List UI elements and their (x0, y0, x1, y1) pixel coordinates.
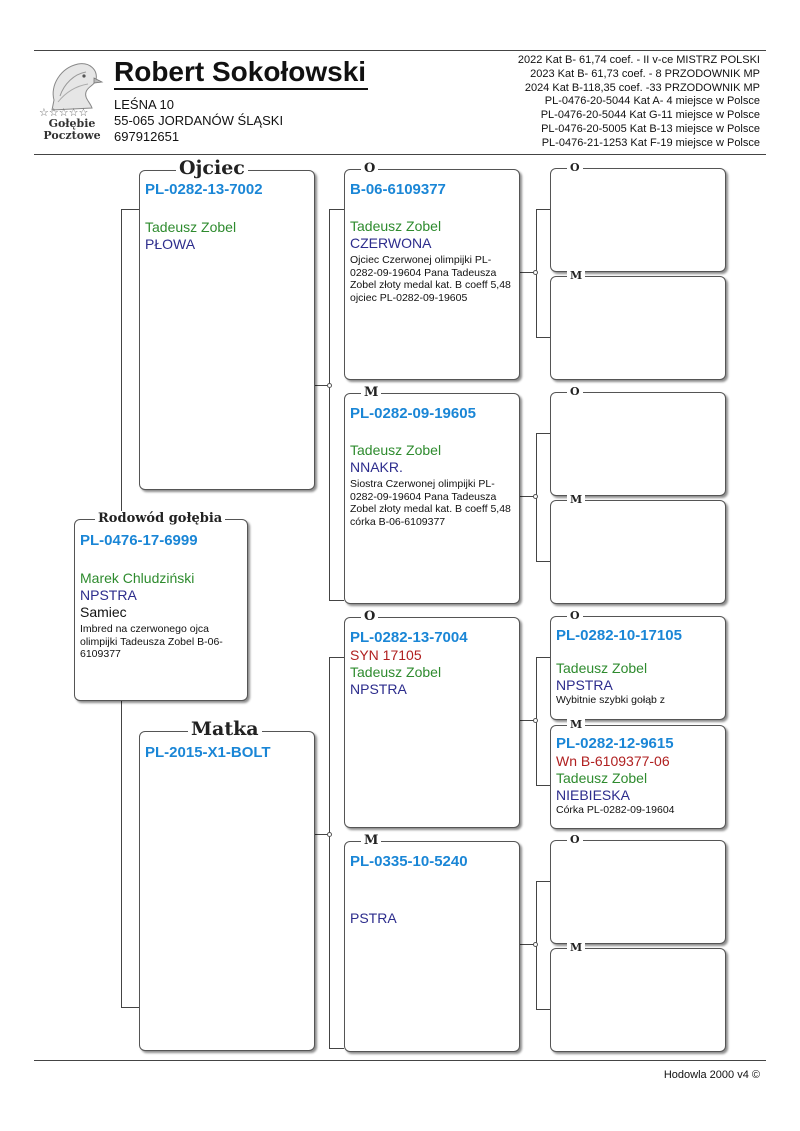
mfm-card[interactable] (550, 718, 726, 829)
connector-line (329, 209, 344, 210)
connector-line (121, 209, 139, 210)
breeder-city: 55-065 JORDANÓW ŚLĄSKI (114, 113, 284, 128)
junction-dot (327, 383, 332, 388)
father-color: PŁOWA (145, 236, 196, 252)
mfm-title: M (567, 718, 585, 732)
mmf-title: O (567, 833, 583, 847)
mmm-card[interactable] (550, 941, 726, 1052)
junction-dot (533, 494, 538, 499)
fmf-title: O (567, 385, 583, 399)
connector-line (536, 209, 550, 210)
breeder-street: LEŚNA 10 (114, 97, 174, 112)
connector-line (329, 1048, 344, 1049)
connector-line (536, 433, 550, 434)
father-card[interactable] (139, 157, 315, 490)
achievement-line: 2023 Kat B- 61,73 coef. - 8 PRZODOWNIK MP (530, 67, 760, 80)
mfm-note: Córka PL-0282-09-19604 (556, 804, 675, 816)
connector-line (329, 209, 330, 600)
fff-card[interactable] (550, 161, 726, 272)
subject-note: Imbred na czerwonego ojca olimpijki Tadeusza Zobel B-06-6109377 (80, 623, 223, 660)
breeder-phone: 697912651 (114, 129, 180, 144)
footer-rule (34, 1060, 766, 1061)
fff-title: O (567, 161, 583, 175)
fmm-card[interactable] (550, 493, 726, 604)
maternal-grandmother-ring: PL-0335-10-5240 (350, 853, 468, 870)
connector-line (329, 657, 330, 1048)
achievement-line: PL-0476-20-5005 Kat B-13 miejsce w Polsce (541, 122, 760, 135)
fmf-card[interactable] (550, 385, 726, 496)
achievement-line: 2024 Kat B-118,35 coef. -33 PRZODOWNIK MP (524, 81, 760, 94)
father-ring: PL-0282-13-7002 (145, 181, 263, 198)
connector-line (121, 209, 122, 519)
mmf-card[interactable] (550, 833, 726, 944)
breeder-name: Robert Sokołowski (114, 56, 368, 90)
mother-title: Matka (188, 718, 262, 740)
connector-line (536, 1009, 550, 1010)
maternal-grandfather-title: O (361, 609, 378, 625)
fmm-title: M (567, 493, 585, 507)
maternal-grandfather-owner: Tadeusz Zobel (350, 664, 442, 680)
paternal-grandfather-card[interactable] (344, 161, 520, 380)
connector-line (121, 700, 122, 1007)
subject-color: NPSTRA (80, 587, 137, 603)
maternal-grandfather-card[interactable] (344, 609, 520, 828)
subject-ring: PL-0476-17-6999 (80, 532, 198, 549)
junction-dot (533, 270, 538, 275)
paternal-grandmother-card[interactable] (344, 385, 520, 604)
junction-dot (533, 942, 538, 947)
paternal-grandmother-owner: Tadeusz Zobel (350, 442, 442, 458)
paternal-grandmother-note: Siostra Czerwonej olimpijki PL-0282-09-19604 Pana Tadeusza Zobel złoty medal kat. B coeff 5,48 córka B-06-6109377 (350, 478, 511, 528)
connector-line (536, 785, 550, 786)
header-top-rule (34, 50, 766, 51)
subject-pigeon-card[interactable] (74, 511, 248, 701)
mfm-owner: Tadeusz Zobel (556, 770, 648, 786)
junction-dot (327, 832, 332, 837)
maternal-grandfather-ring: PL-0282-13-7004 (350, 629, 468, 646)
mff-color: NPSTRA (556, 677, 613, 693)
paternal-grandmother-title: M (361, 385, 381, 401)
father-owner: Tadeusz Zobel (145, 219, 237, 235)
paternal-grandfather-ring: B-06-6109377 (350, 181, 446, 198)
connector-line (329, 657, 344, 658)
connector-line (536, 561, 550, 562)
connector-line (536, 881, 550, 882)
logo-text: Gołębie Pocztowe (43, 117, 101, 142)
ffm-title: M (567, 269, 585, 283)
father-title: Ojciec (176, 157, 248, 179)
paternal-grandfather-owner: Tadeusz Zobel (350, 218, 442, 234)
mfm-ring: PL-0282-12-9615 (556, 735, 674, 752)
subject-title: Rodowód gołębia (95, 511, 225, 527)
connector-line (121, 1007, 139, 1008)
mff-title: O (567, 609, 583, 623)
paternal-grandfather-color: CZERWONA (350, 235, 432, 251)
mother-ring: PL-2015-X1-BOLT (145, 744, 271, 761)
footer-credit: Hodowla 2000 v4 © (663, 1069, 760, 1081)
maternal-grandfather-color: NPSTRA (350, 681, 407, 697)
achievements-list (518, 54, 760, 151)
maternal-grandmother-color: PSTRA (350, 910, 397, 926)
connector-line (536, 337, 550, 338)
paternal-grandfather-note: Ojciec Czerwonej olimpijki PL-0282-09-19604 Pana Tadeusza Zobel złoty medal kat. B coeff 5,48 ojciec PL-0282-09-19605 (350, 254, 511, 304)
mff-note: Wybitnie szybki gołąb z (556, 694, 666, 706)
junction-dot (533, 718, 538, 723)
mother-card[interactable] (139, 718, 315, 1051)
mff-owner: Tadeusz Zobel (556, 660, 648, 676)
maternal-grandmother-card[interactable] (344, 833, 520, 1052)
mfm-color: NIEBIESKA (556, 787, 630, 803)
subject-owner: Marek Chludziński (80, 570, 195, 586)
svg-text:☆☆☆☆☆: ☆☆☆☆☆ (39, 106, 89, 119)
paternal-grandmother-color: NNAKR. (350, 459, 403, 475)
mff-ring: PL-0282-10-17105 (556, 627, 682, 644)
paternal-grandmother-ring: PL-0282-09-19605 (350, 405, 476, 422)
header-bottom-rule (34, 154, 766, 155)
achievement-line: PL-0476-21-1253 Kat F-19 miejsce w Polsce (541, 136, 760, 149)
connector-line (536, 657, 550, 658)
maternal-grandmother-title: M (361, 833, 381, 849)
subject-sex: Samiec (80, 604, 127, 620)
connector-line (329, 600, 344, 601)
paternal-grandfather-title: O (361, 161, 378, 177)
mff-card[interactable] (550, 609, 726, 720)
ffm-card[interactable] (550, 269, 726, 380)
achievement-line: PL-0476-20-5044 Kat G-11 miejsce w Polsce (540, 109, 760, 122)
maternal-grandfather-extra: SYN 17105 (350, 647, 422, 663)
achievement-line: 2022 Kat B- 61,74 coef. - II v-ce MISTRZ POLSKI (517, 54, 760, 66)
mfm-extra: Wn B-6109377-06 (556, 753, 670, 769)
mmm-title: M (567, 941, 585, 955)
achievement-line: PL-0476-20-5044 Kat A- 4 miejsce w Polsce (544, 95, 760, 108)
